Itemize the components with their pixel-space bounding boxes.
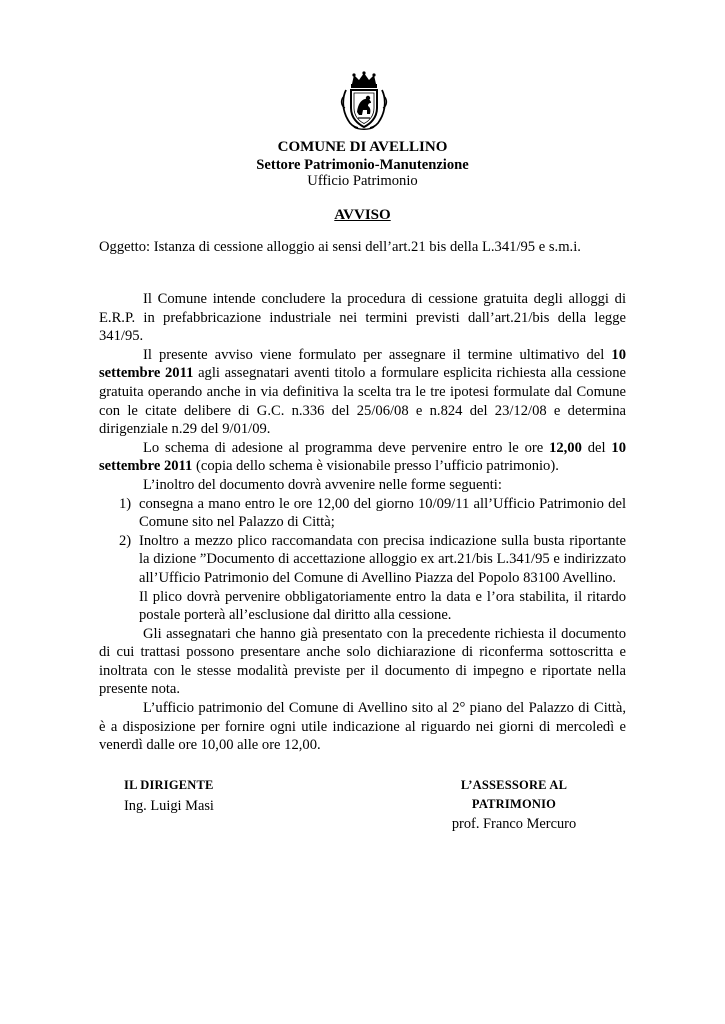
list-item: 1) consegna a mano entro le ore 12,00 del giorno 10/09/11 all’Ufficio Patrimonio del Comune sito nel Palazzo di Città; <box>119 495 626 531</box>
municipal-crest-icon <box>340 70 388 132</box>
signature-role: IL DIRIGENTE <box>124 778 214 792</box>
notice-title: AVVISO <box>334 207 391 223</box>
paragraph-office-hours: L’ufficio patrimonio del Comune di Avellino sito al 2° piano del Palazzo di Città, è a disposizione per fornire ogni utile indicazione al riguardo nei giorni di mercoledì e venerdì dalle ore 10,00 alle ore 12,00. <box>99 700 626 754</box>
deadline-time: 12,00 <box>549 439 582 456</box>
paragraph-deadline: Il presente avviso viene formulato per assegnare il termine ultimativo del 10 settembre 2011 agli assegnatari aventi titolo a formulare esplicita richiesta alla cessione gratuita operando anche in via definitiva la scelta tra le tre ipotesi formulate dal Comune con le citate delibere di G.C. n.336 del 25/06/08 e n.824 del 23/12/08 e determina dirigenziale n.29 del 9/01/09. <box>99 346 626 438</box>
paragraph-submission: L’inoltro del documento dovrà avvenire nelle forme seguenti: <box>143 476 502 493</box>
notice-body <box>99 290 626 755</box>
office-name: Ufficio Patrimonio <box>307 173 418 189</box>
paragraph-deadline-note: Il plico dovrà pervenire obbligatoriamente entro la data e l’ora stabilita, il ritardo postale porterà all’esclusione dal diritto alla cessione. <box>139 588 626 624</box>
department-name: Settore Patrimonio-Manutenzione <box>256 157 469 173</box>
paragraph-intro: Il Comune intende concludere la procedura di cessione gratuita degli alloggi di E.R.P. in prefabbricazione industriale nei termini previsti dall’art.21/bis della legge 341/95. <box>99 291 626 345</box>
paragraph-schema: Lo schema di adesione al programma deve pervenire entro le ore 12,00 del 10 settembre 2011 (copia dello schema è visionabile presso l’ufficio patrimonio). <box>99 439 626 475</box>
subject-line: Oggetto: Istanza di cessione alloggio ai sensi dell’art.21 bis della L.341/95 e s.m.i. <box>99 239 581 255</box>
signature-name: prof. Franco Mercuro <box>451 816 577 833</box>
municipality-name: COMUNE DI AVELLINO <box>277 139 448 155</box>
signature-name: Ing. Luigi Masi <box>124 797 214 814</box>
paragraph-reconfirm: Gli assegnatari che hanno già presentato con la precedente richiesta il documento di cui trattasi possono presentare anche solo dichiarazione di riconferma sottoscritta e inoltrata con le stesse modalità previste per il documento di impegno e riportate nella presente nota. <box>99 625 626 698</box>
deadline-date-2: 10 settembre 2011 <box>99 439 626 475</box>
submission-methods-list <box>99 495 626 588</box>
signature-role: L’ASSESSORE AL PATRIMONIO <box>460 778 568 811</box>
list-item: 2) Inoltro a mezzo plico raccomandata con precisa indicazione sulla busta riportante la dizione ”Documento di accettazione alloggio ex art.21/bis L.341/95 e indirizzato all’Ufficio Patrimonio del Comune di Avellino Piazza del Popolo 83100 Avellino. <box>119 532 626 586</box>
deadline-date: 10 settembre 2011 <box>99 346 626 382</box>
signature-councillor <box>419 776 609 834</box>
signature-director <box>124 776 214 815</box>
